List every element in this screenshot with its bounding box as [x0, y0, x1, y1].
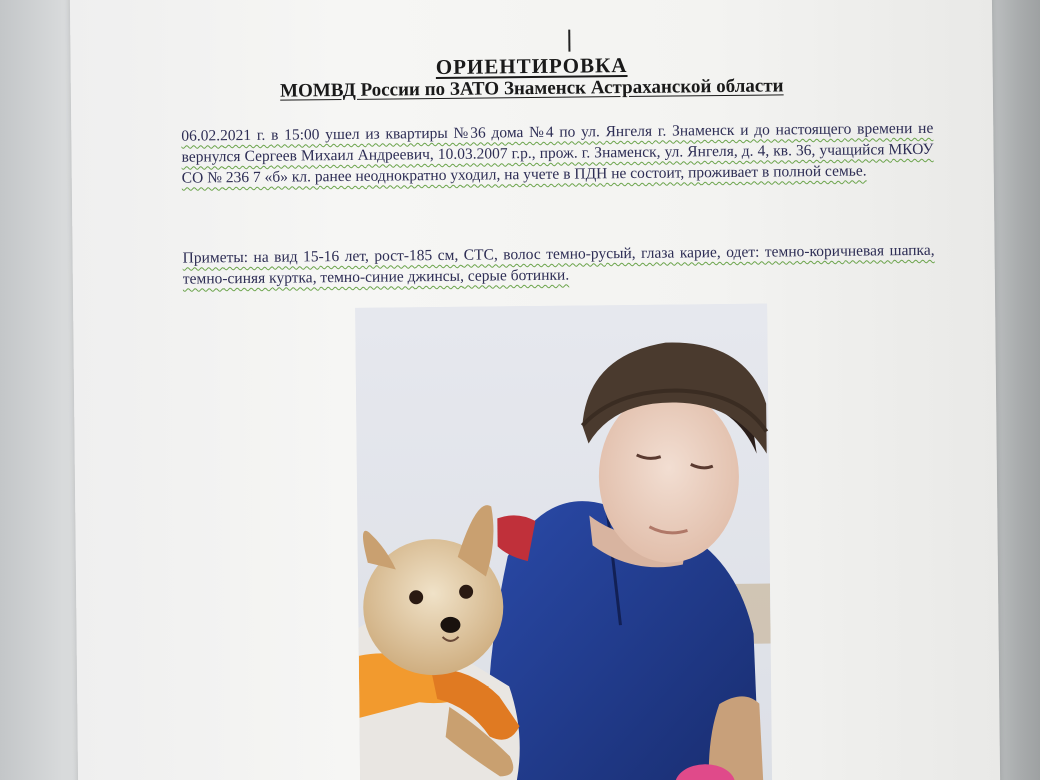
document-title: ОРИЕНТИРОВКА [435, 53, 628, 80]
text-cursor [568, 30, 570, 52]
description-paragraph[interactable]: Приметы: на вид 15-16 лет, рост-185 см, СТС, волос темно-русый, глаза карие, одет: темно-коричневая шапка, темно-синяя куртка, темно-синие джинсы, серые ботинки. [182, 241, 935, 288]
document-subtitle: МОМВД России по ЗАТО Знаменск Астраханской области [280, 75, 784, 102]
missing-person-photo[interactable] [355, 304, 772, 780]
photo-illustration [355, 304, 772, 780]
document-page[interactable] [70, 0, 1001, 780]
incident-paragraph[interactable]: 06.02.2021 г. в 15:00 ушел из квартиры №36 дома №4 по ул. Янгеля г. Знаменск и до настоящего времени не вернулся Сергеев Михаил Андреевич, 10.03.2007 г.р., прож. г. Знаменск, ул. Янгеля, д. 4, кв. 36, учащийся МКОУ СО № 236 7 «б» кл. ранее неоднократно уходил, на учете в ПДН не состоит, проживает в полной семье. [181, 119, 934, 187]
